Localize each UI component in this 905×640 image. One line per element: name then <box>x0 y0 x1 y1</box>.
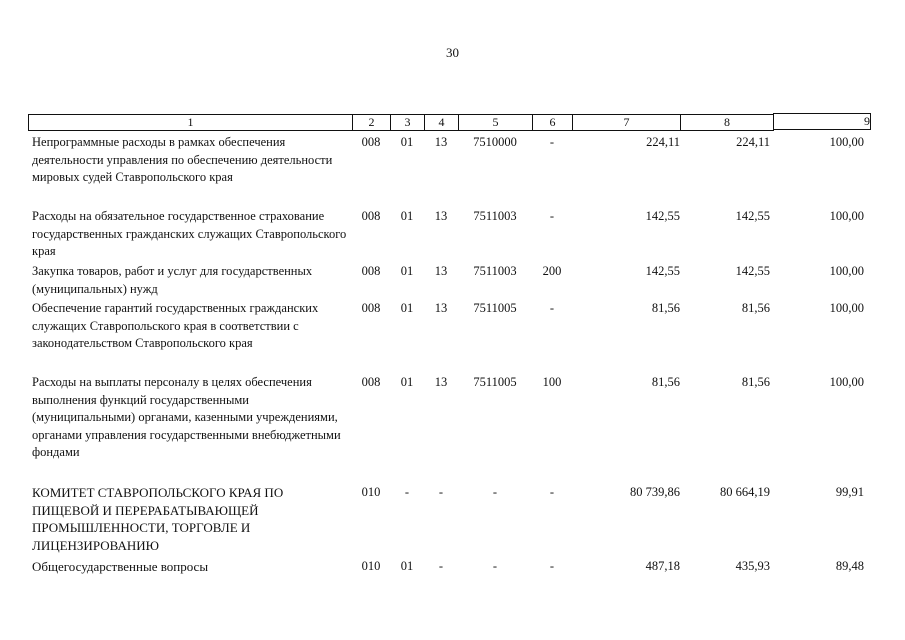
row-subsection: 13 <box>434 375 448 389</box>
row-executed: 435,93 <box>735 559 770 573</box>
row-percent: 99,91 <box>835 485 864 499</box>
row-planned: 81,56 <box>651 301 680 315</box>
header-col-6: 6 <box>532 114 572 131</box>
row-subsection: - <box>438 485 444 499</box>
row-executed: 142,55 <box>735 264 770 278</box>
row-percent: 100,00 <box>829 301 864 315</box>
row-target-article: 7511003 <box>473 264 517 278</box>
page-number: 30 <box>446 45 459 60</box>
row-ministry-code: 008 <box>361 301 381 315</box>
row-expense-type: - <box>549 135 555 149</box>
header-col-9: 9 <box>773 113 871 130</box>
row-section: 01 <box>400 301 414 315</box>
row-subsection: 13 <box>434 209 448 223</box>
row-target-article: 7511003 <box>473 209 517 223</box>
row-target-article: 7511005 <box>473 301 517 315</box>
row-ministry-code: 010 <box>361 559 381 573</box>
row-subsection: 13 <box>434 301 448 315</box>
header-col-1: 1 <box>28 114 352 131</box>
row-name: Расходы на выплаты персоналу в целях обеспечения выполнения функций государственными (муниципальными) органами, казенными учреждениями, органами управления государственными внебюджетными фондами <box>32 375 341 459</box>
row-name: Обеспечение гарантий государственных гражданских служащих Ставропольского края в соответствии с законодательством Ставропольского края <box>32 301 319 350</box>
row-section: - <box>404 485 410 499</box>
row-planned: 142,55 <box>645 209 680 223</box>
row-expense-type: 200 <box>542 264 562 278</box>
row-target-article: - <box>492 485 498 499</box>
row-name: Расходы на обязательное государственное страхование государственных гражданских служащих Ставропольского края <box>32 209 347 258</box>
row-name: Закупка товаров, работ и услуг для государственных (муниципальных) нужд <box>32 264 313 296</box>
header-col-5: 5 <box>458 114 532 131</box>
table-header <box>0 114 905 131</box>
row-name: Непрограммные расходы в рамках обеспечения деятельности управления по обеспечению деятельности мировых судей Ставропольского края <box>32 135 333 184</box>
row-section: 01 <box>400 375 414 389</box>
row-name: Общегосударственные вопросы <box>32 559 209 574</box>
row-percent: 100,00 <box>829 135 864 149</box>
row-expense-type: - <box>549 209 555 223</box>
row-executed: 81,56 <box>741 301 770 315</box>
row-section: 01 <box>400 559 414 573</box>
row-planned: 81,56 <box>651 375 680 389</box>
row-executed: 80 664,19 <box>720 485 770 499</box>
row-planned: 142,55 <box>645 264 680 278</box>
row-section: 01 <box>400 135 414 149</box>
row-target-article: 7511005 <box>473 375 517 389</box>
row-executed: 81,56 <box>741 375 770 389</box>
row-name: КОМИТЕТ СТАВРОПОЛЬСКОГО КРАЯ ПО ПИЩЕВОЙ И ПЕРЕРАБАТЫВАЮЩЕЙ ПРОМЫШЛЕННОСТИ, ТОРГОВЛЕ И ЛИЦЕНЗИРОВАНИЮ <box>32 485 284 553</box>
row-percent: 100,00 <box>829 264 864 278</box>
row-section: 01 <box>400 209 414 223</box>
row-subsection: - <box>438 559 444 573</box>
row-planned: 224,11 <box>646 135 680 149</box>
row-percent: 100,00 <box>829 209 864 223</box>
header-col-7: 7 <box>572 114 680 131</box>
row-planned: 487,18 <box>645 559 680 573</box>
row-executed: 142,55 <box>735 209 770 223</box>
row-target-article: 7510000 <box>473 135 517 149</box>
row-ministry-code: 008 <box>361 264 381 278</box>
row-target-article: - <box>492 559 498 573</box>
row-subsection: 13 <box>434 264 448 278</box>
row-expense-type: - <box>549 559 555 573</box>
row-expense-type: - <box>549 301 555 315</box>
row-percent: 89,48 <box>835 559 864 573</box>
row-expense-type: 100 <box>542 375 562 389</box>
row-ministry-code: 010 <box>361 485 381 499</box>
row-planned: 80 739,86 <box>630 485 680 499</box>
header-col-3: 3 <box>390 114 424 131</box>
header-col-2: 2 <box>352 114 390 131</box>
row-subsection: 13 <box>434 135 448 149</box>
row-ministry-code: 008 <box>361 375 381 389</box>
row-expense-type: - <box>549 485 555 499</box>
row-ministry-code: 008 <box>361 135 381 149</box>
header-col-4: 4 <box>424 114 458 131</box>
row-ministry-code: 008 <box>361 209 381 223</box>
row-percent: 100,00 <box>829 375 864 389</box>
row-section: 01 <box>400 264 414 278</box>
header-col-8: 8 <box>680 114 774 131</box>
row-executed: 224,11 <box>736 135 770 149</box>
